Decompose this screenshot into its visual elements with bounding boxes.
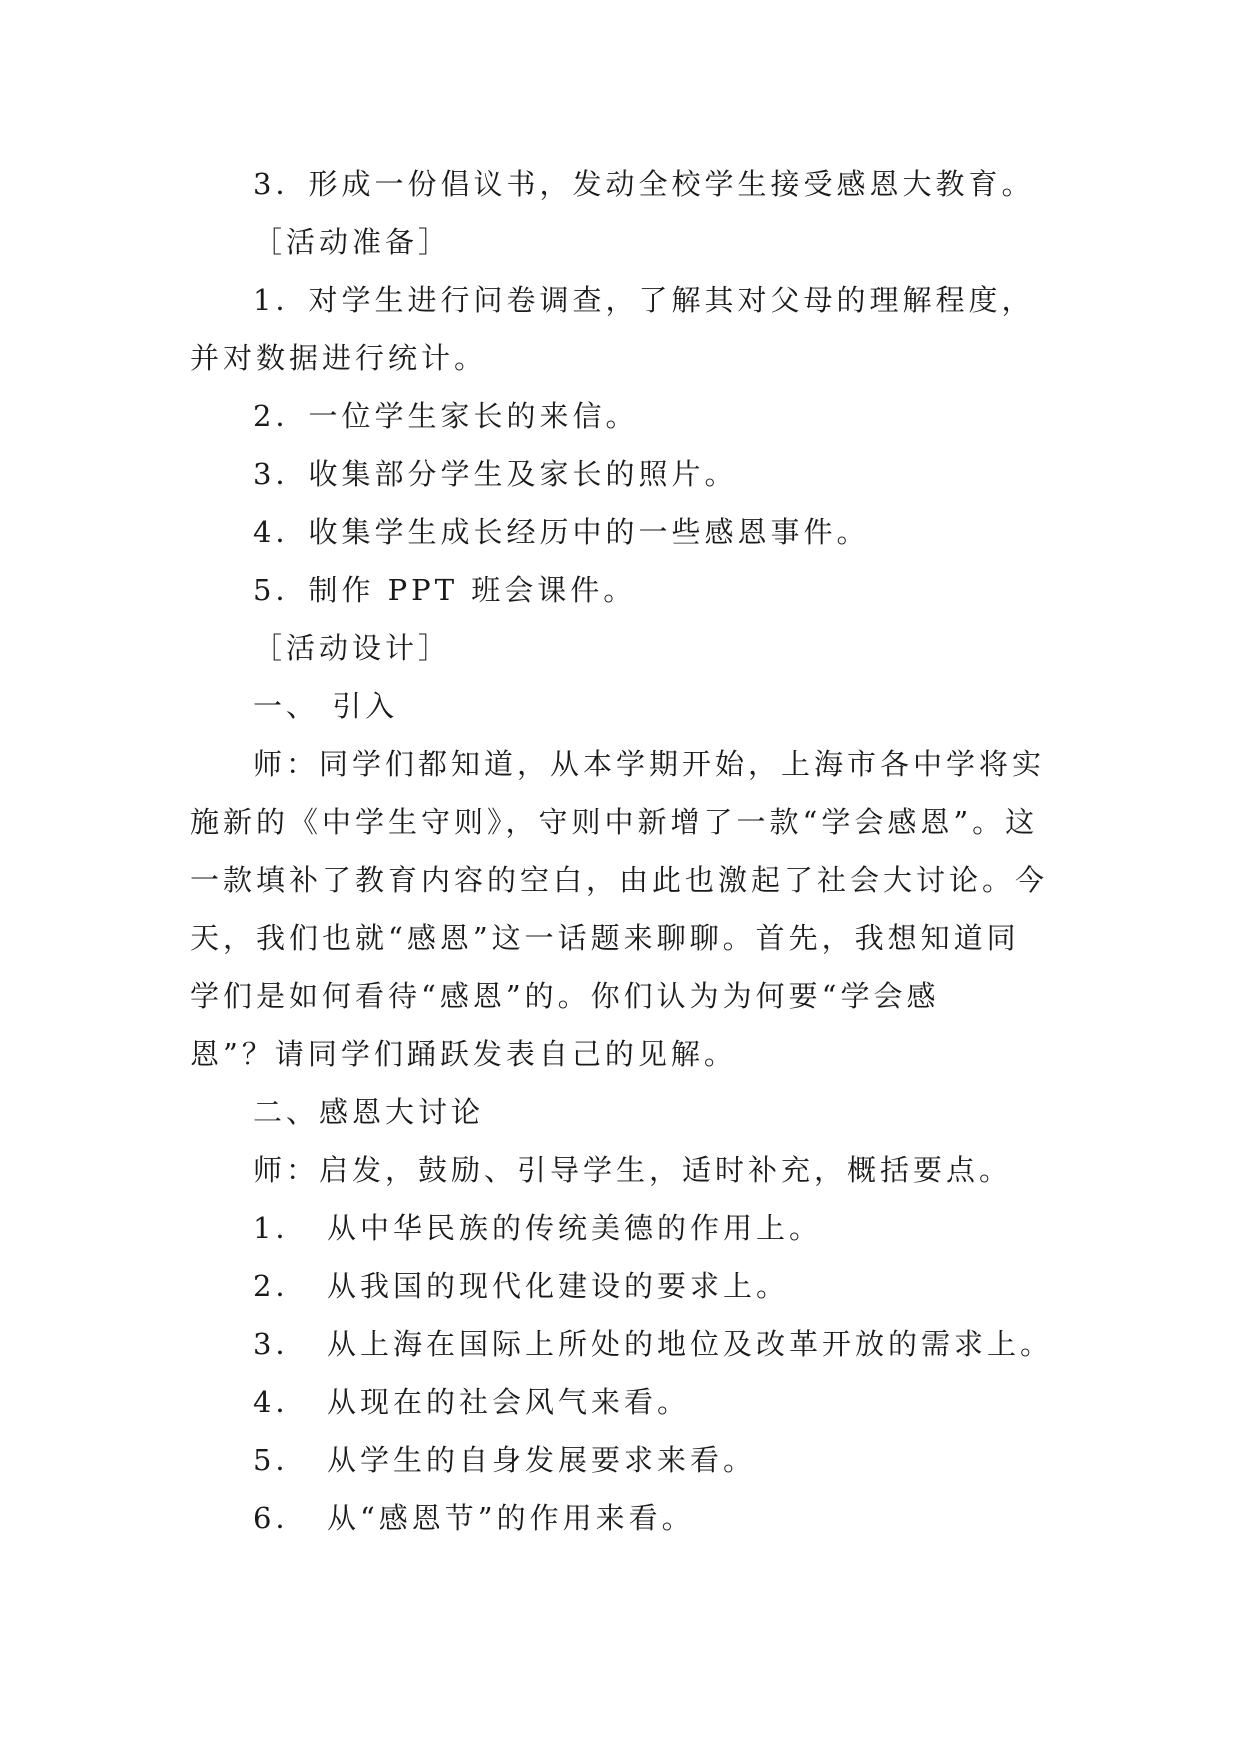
list-item: 6． 从“感恩节”的作用来看。 — [253, 1501, 695, 1535]
text-line: 天，我们也就“感恩”这一话题来聊聊。首先，我想知道同 — [190, 921, 1020, 955]
subsection-heading: 一、 引入 — [253, 689, 399, 723]
section-heading: ［活动设计］ — [253, 631, 452, 665]
subsection-heading: 二、感恩大讨论 — [253, 1095, 485, 1129]
list-item: 2． 从我国的现代化建设的要求上。 — [253, 1269, 789, 1303]
text-line: 一款填补了教育内容的空白，由此也激起了社会大讨论。今 — [190, 863, 1049, 897]
text-line: 师：同学们都知道，从本学期开始，上海市各中学将实 — [253, 747, 1046, 781]
text-line: 学们是如何看待“感恩”的。你们认为为何要“学会感 — [190, 979, 940, 1013]
text-line: 2．一位学生家长的来信。 — [253, 399, 639, 433]
section-heading: ［活动准备］ — [253, 225, 452, 259]
text-line: 施新的《中学生守则》，守则中新增了一款“学会感恩”。这 — [190, 805, 1039, 839]
text-line: 师：启发，鼓励、引导学生，适时补充，概括要点。 — [253, 1153, 1013, 1187]
text-line: 1．对学生进行问卷调查，了解其对父母的理解程度， — [253, 283, 1035, 317]
text-line: 恩”？请同学们踊跃发表自己的见解。 — [190, 1037, 737, 1071]
list-item: 5． 从学生的自身发展要求来看。 — [253, 1443, 756, 1477]
text-line: 并对数据进行统计。 — [190, 341, 488, 375]
text-line: 3．形成一份倡议书，发动全校学生接受感恩大教育。 — [253, 167, 1035, 201]
list-item: 1． 从中华民族的传统美德的作用上。 — [253, 1211, 822, 1245]
text-line: 3．收集部分学生及家长的照片。 — [253, 457, 738, 491]
list-item: 4． 从现在的社会风气来看。 — [253, 1385, 690, 1419]
text-line: 5．制作 PPT 班会课件。 — [253, 573, 637, 607]
list-item: 3． 从上海在国际上所处的地位及改革开放的需求上。 — [253, 1327, 1053, 1361]
text-line: 4．收集学生成长经历中的一些感恩事件。 — [253, 515, 870, 549]
